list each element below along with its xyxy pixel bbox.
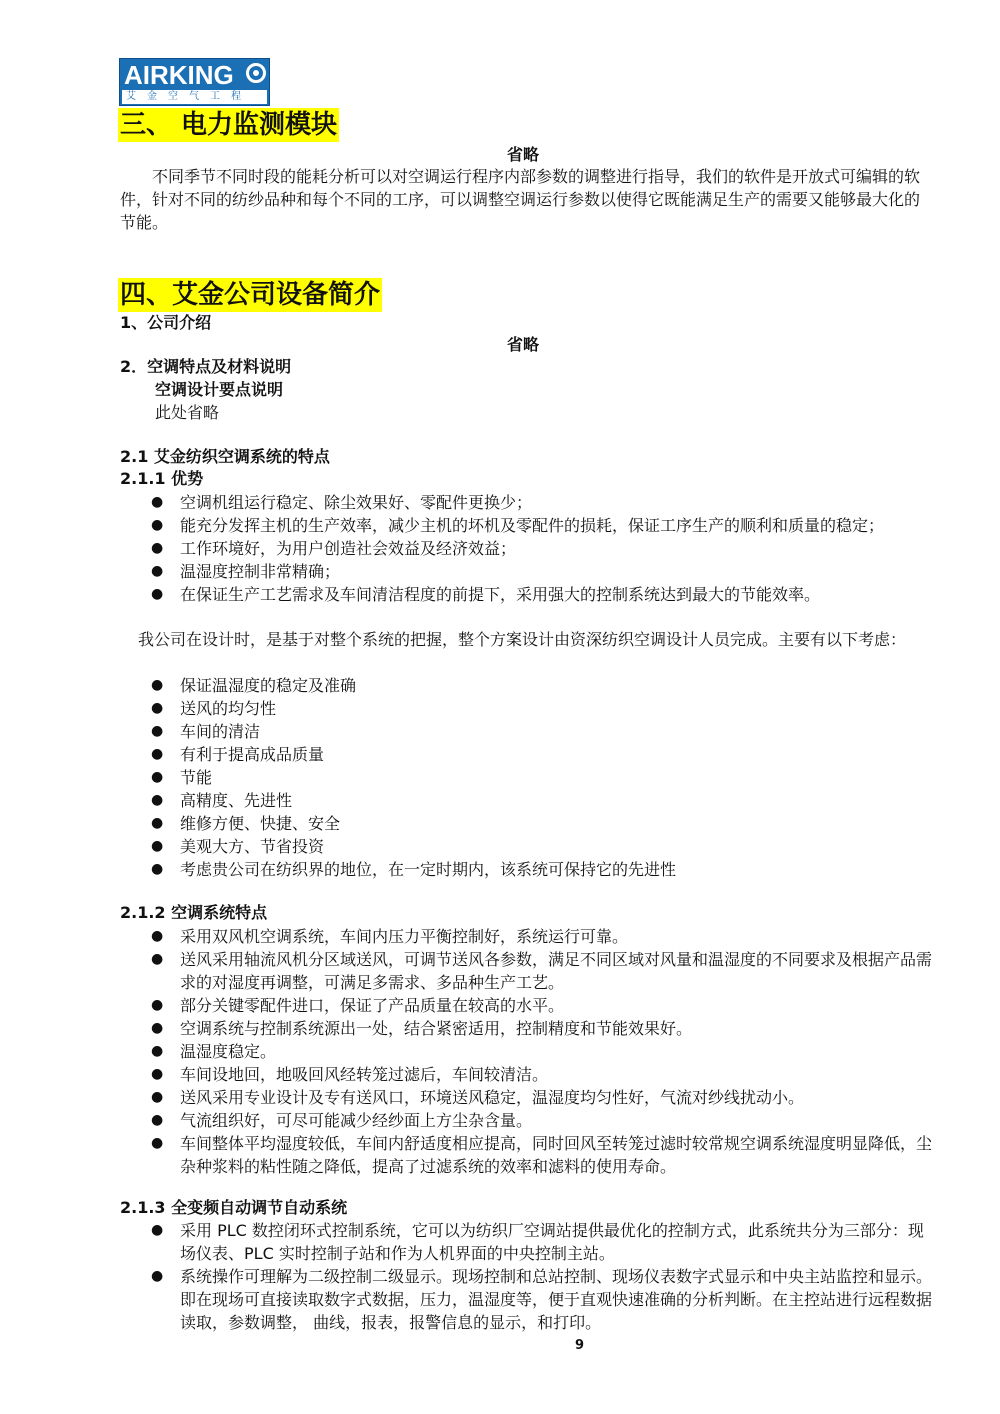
bullet-icon: ● <box>151 838 164 854</box>
logo-subtitle: 艾金空气工程 <box>122 90 267 104</box>
bullet-icon: ● <box>151 494 164 510</box>
list-item: ● 节能 <box>151 768 213 787</box>
section-heading-power-monitoring: 三、 电力监测模块 <box>120 110 338 140</box>
bullet-icon: ● <box>151 746 164 762</box>
list-item: ● 空调机组运行稳定、除尘效果好、零配件更换少； <box>151 493 533 512</box>
list-item: ● 送风采用轴流风机分区域送风，可调节送风各参数，满足不同区域对风量和温湿度的不同要求及根据产品需求的对湿度再调整，可满足多需求、多品种生产工艺。 <box>151 950 933 992</box>
list-item: ● 高精度、先进性 <box>151 791 293 810</box>
advantages-list <box>148 491 933 606</box>
airking-logo <box>119 58 270 106</box>
list-item: ● 温湿度稳定。 <box>151 1042 277 1061</box>
omitted-note: 省略 <box>507 145 540 164</box>
list-item: ● 美观大方、节省投资 <box>151 837 325 856</box>
bullet-icon: ● <box>151 517 164 533</box>
list-item: ● 送风的均匀性 <box>151 699 277 718</box>
list-item: ● 考虑贵公司在纺织界的地位，在一定时期内，该系统可保持它的先进性 <box>151 860 677 879</box>
bullet-icon: ● <box>151 1268 164 1284</box>
section-2-1-3-title: 2.1.3 全变频自动调节自动系统 <box>120 1198 348 1217</box>
list-item: ● 温湿度控制非常精确； <box>151 562 341 581</box>
list-item: ● 采用双风机空调系统，车间内压力平衡控制好，系统运行可靠。 <box>151 927 629 946</box>
bullet-icon: ● <box>151 1043 164 1059</box>
fan-icon <box>246 63 266 83</box>
bullet-icon: ● <box>151 792 164 808</box>
bullet-icon: ● <box>151 815 164 831</box>
power-monitoring-paragraph: 不同季节不同时段的能耗分析可以对空调运行程序内部参数的调整进行指导，我们的软件是开放式可编辑的软件，针对不同的纺纱品种和每个不同的工序，可以调整空调运行参数以使得它既能满足生产的需要又能够最大化的节能。 <box>120 167 921 232</box>
bullet-icon: ● <box>151 997 164 1013</box>
bullet-icon: ● <box>151 1112 164 1128</box>
list-item: ● 部分关键零配件进口，保证了产品质量在较高的水平。 <box>151 996 565 1015</box>
bullet-icon: ● <box>151 700 164 716</box>
list-item: ● 车间设地回，地吸回风经转笼过滤后，车间较清洁。 <box>151 1065 549 1084</box>
omitted-note: 省略 <box>507 335 540 354</box>
design-omitted-note: 此处省略 <box>155 403 220 422</box>
bullet-icon: ● <box>151 1066 164 1082</box>
list-item: ● 有利于提高成品质量 <box>151 745 325 764</box>
list-item: ● 气流组织好，可尽可能减少经纱面上方尘杂含量。 <box>151 1111 533 1130</box>
bullet-icon: ● <box>151 769 164 785</box>
list-item: ● 在保证生产工艺需求及车间清洁程度的前提下，采用强大的控制系统达到最大的节能效率。 <box>151 585 821 604</box>
company-intro-title: 1、公司介绍 <box>120 313 212 332</box>
list-item: ● 采用 PLC 数控闭环式控制系统，它可以为纺织厂空调站提供最优化的控制方式，此系统共分为三部分：现场仪表、PLC 实时控制子站和作为人机界面的中央控制主站。 <box>151 1221 924 1263</box>
bullet-icon: ● <box>151 951 164 967</box>
bullet-icon: ● <box>151 928 164 944</box>
list-item: ● 空调系统与控制系统源出一处，结合紧密适用，控制精度和节能效果好。 <box>151 1019 693 1038</box>
bullet-icon: ● <box>151 563 164 579</box>
section-heading-equipment: 四、艾金公司设备简介 <box>120 280 381 310</box>
considerations-list <box>148 674 933 881</box>
list-item: ● 保证温湿度的稳定及准确 <box>151 676 357 695</box>
list-item: ● 工作环境好，为用户创造社会效益及经济效益； <box>151 539 517 558</box>
section-2-1-2-title: 2.1.2 空调系统特点 <box>120 903 268 922</box>
section-2-1-title: 2.1 艾金纺织空调系统的特点 <box>120 447 330 466</box>
bullet-icon: ● <box>151 723 164 739</box>
logo-brand-text: AIRKING <box>124 60 234 90</box>
list-item: ● 车间的清洁 <box>151 722 261 741</box>
bullet-icon: ● <box>151 1020 164 1036</box>
bullet-icon: ● <box>151 540 164 556</box>
design-points-title: 空调设计要点说明 <box>155 380 284 399</box>
features-title: 2．空调特点及材料说明 <box>120 357 292 376</box>
section-2-1-1-title: 2.1.1 优势 <box>120 469 204 488</box>
list-item: ● 能充分发挥主机的生产效率，减少主机的坏机及零配件的损耗，保证工序生产的顺利和质量的稳定； <box>151 516 885 535</box>
list-item: ● 维修方便、快捷、安全 <box>151 814 341 833</box>
bullet-icon: ● <box>151 861 164 877</box>
list-item: ● 送风采用专业设计及专有送风口，环境送风稳定，温湿度均匀性好，气流对纱线扰动小。 <box>151 1088 805 1107</box>
control-system-list <box>148 1219 933 1334</box>
bullet-icon: ● <box>151 1222 164 1238</box>
page-number: 9 <box>575 1338 585 1353</box>
design-considerations-paragraph: 我公司在设计时，是基于对整个系统的把握，整个方案设计由资深纺织空调设计人员完成。主要有以下考虑： <box>138 630 907 649</box>
bullet-icon: ● <box>151 1089 164 1105</box>
bullet-icon: ● <box>151 586 164 602</box>
list-item: ● 车间整体平均湿度较低，车间内舒适度相应提高，同时回风至转笼过滤时较常规空调系统湿度明显降低，尘杂种浆料的粘性随之降低，提高了过滤系统的效率和滤料的使用寿命。 <box>151 1134 933 1176</box>
bullet-icon: ● <box>151 1135 164 1151</box>
list-item: ● 系统操作可理解为二级控制二级显示。现场控制和总站控制、现场仪表数字式显示和中央主站监控和显示。即在现场可直接读取数字式数据，压力，温湿度等，便于直观快速准确的分析判断。在主控站进行远程数据读取，参数调整， 曲线，报表，报警信息的显示，和打印。 <box>151 1267 933 1332</box>
system-features-list <box>148 925 933 1178</box>
bullet-icon: ● <box>151 677 164 693</box>
